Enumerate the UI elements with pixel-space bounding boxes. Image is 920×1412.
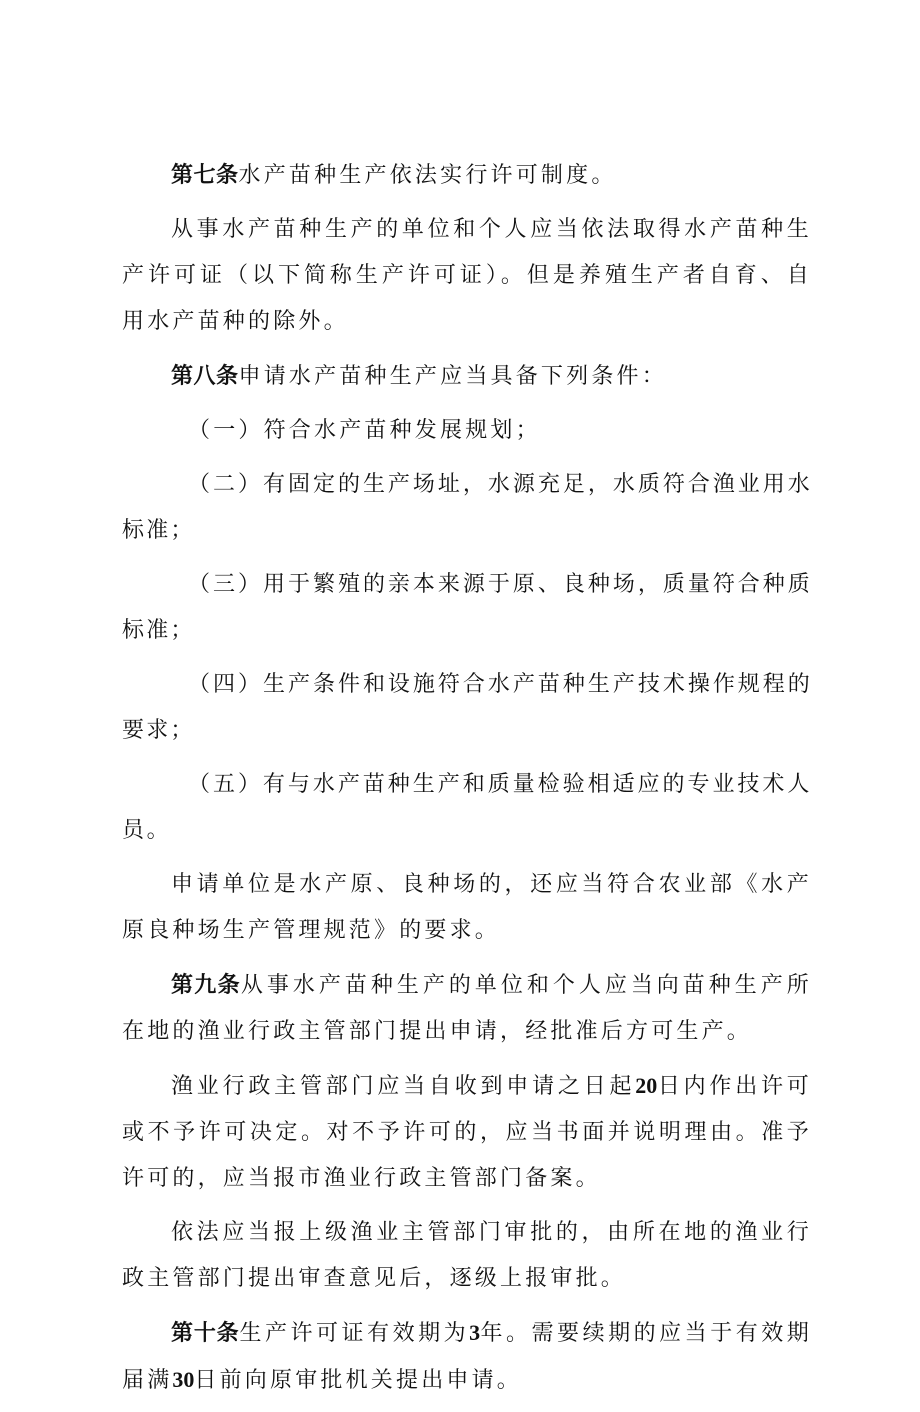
article-7 bbox=[122, 152, 812, 199]
condition-item-2: （二）有固定的生产场址，水源充足，水质符合渔业用水标准； bbox=[122, 472, 812, 543]
a10-years-number: 3 bbox=[469, 1320, 481, 1345]
p4-after: 日内作出许可或不予许可决定。对不予许可的，应当书面并说明理由。准予许可的，应当报市渔业行政主管部门备案。 bbox=[122, 1074, 812, 1191]
document-body bbox=[122, 152, 812, 1412]
article-8-label: 第八条 bbox=[171, 363, 239, 389]
article-9-label: 第九条 bbox=[171, 972, 241, 998]
article-8-text: 申请水产苗种生产应当具备下列条件： bbox=[238, 364, 667, 389]
paragraph-permit-requirement: 从事水产苗种生产的单位和个人应当依法取得水产苗种生产许可证（以下简称生产许可证）。但是养殖生产者自育、自用水产苗种的除外。 bbox=[122, 217, 812, 334]
a10-days-number: 30 bbox=[172, 1367, 195, 1392]
paragraph-breeding-farm: 申请单位是水产原、良种场的，还应当符合农业部《水产原良种场生产管理规范》的要求。 bbox=[122, 872, 812, 943]
p4-days-number: 20 bbox=[635, 1073, 658, 1098]
article-9 bbox=[122, 962, 812, 1055]
article-7-label: 第七条 bbox=[171, 162, 239, 188]
a10-after: 日前向原审批机关提出申请。 bbox=[194, 1368, 523, 1393]
condition-item-1: （一）符合水产苗种发展规划； bbox=[188, 418, 541, 443]
paragraph-decision-deadline bbox=[122, 1063, 812, 1202]
article-8 bbox=[122, 353, 812, 400]
p4-before: 渔业行政主管部门应当自收到申请之日起 bbox=[171, 1074, 636, 1099]
condition-item-5: （五）有与水产苗种生产和质量检验相适应的专业技术人员。 bbox=[122, 772, 812, 843]
paragraph-escalation: 依法应当报上级渔业主管部门审批的，由所在地的渔业行政主管部门提出审查意见后，逐级上报审批。 bbox=[122, 1220, 812, 1291]
a10-mid: 年。需要续期的应当于有效期届满 bbox=[122, 1321, 812, 1393]
condition-item-4: （四）生产条件和设施符合水产苗种生产技术操作规程的要求； bbox=[122, 672, 812, 743]
article-7-text: 水产苗种生产依法实行许可制度。 bbox=[238, 163, 617, 188]
condition-item-3: （三）用于繁殖的亲本来源于原、良种场，质量符合种质标准； bbox=[122, 572, 812, 643]
article-10-label: 第十条 bbox=[171, 1320, 240, 1346]
article-10 bbox=[122, 1310, 812, 1404]
article-9-text: 从事水产苗种生产的单位和个人应当向苗种生产所在地的渔业行政主管部门提出申请，经批准后方可生产。 bbox=[122, 973, 812, 1044]
a10-before: 生产许可证有效期为 bbox=[239, 1321, 470, 1346]
